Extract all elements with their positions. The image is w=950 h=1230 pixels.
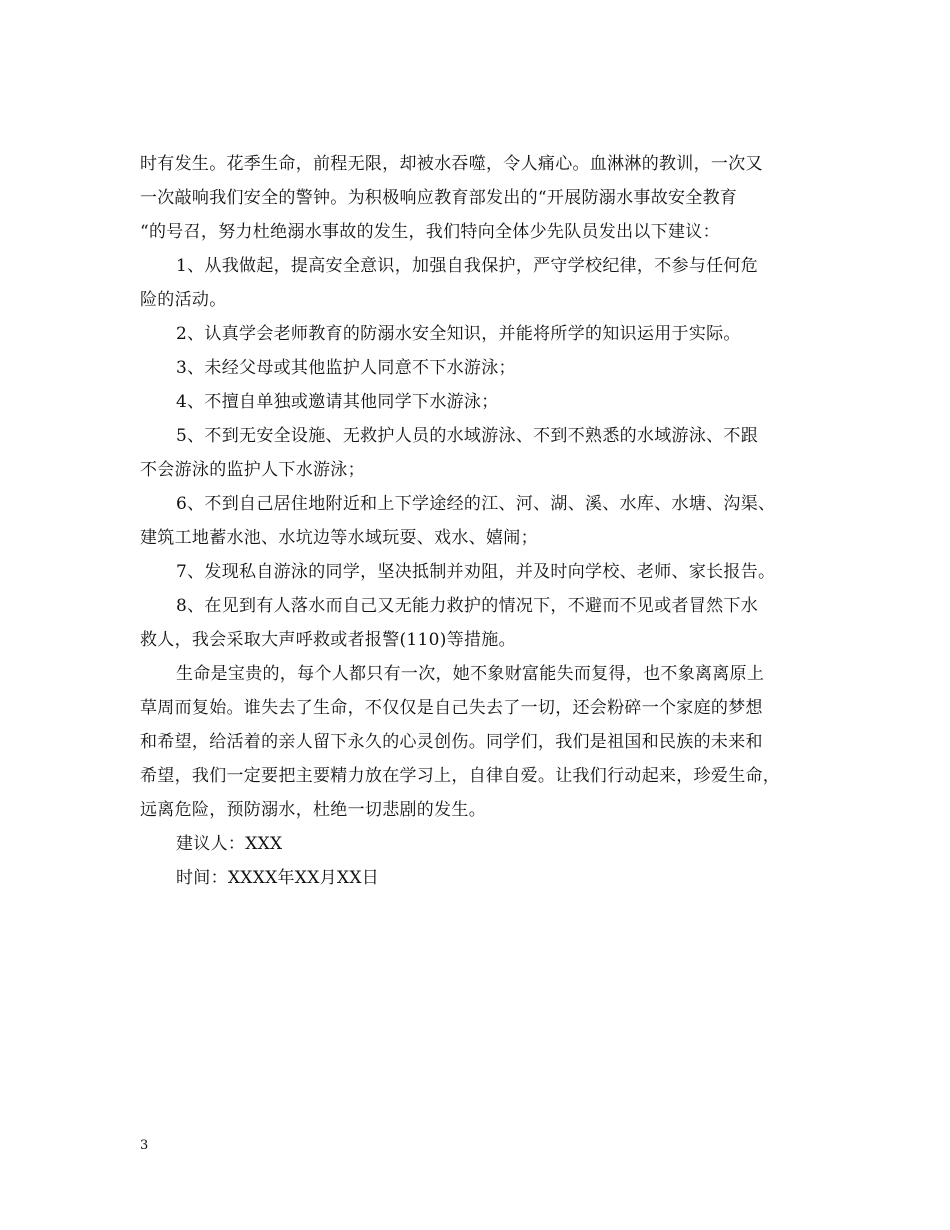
text-line: 希望，我们一定要把主要精力放在学习上，自律自爱。让我们行动起来，珍爱生命， bbox=[140, 766, 781, 786]
suggestion-2-line: 2、认真学会老师教育的防溺水安全知识，并能将所学的知识运用于实际。 bbox=[176, 324, 741, 344]
text-line: 救人，我会采取大声呼救或者报警(110)等措施。 bbox=[140, 630, 516, 650]
date-line: 时间：XXXX年XX月XX日 bbox=[176, 868, 380, 888]
suggestion-6-line: 6、不到自己居住地附近和上下学途经的江、河、湖、溪、水库、水塘、沟渠、 bbox=[176, 494, 776, 514]
text-line: 草周而复始。谁失去了生命，不仅仅是自己失去了一切，还会粉碎一个家庭的梦想 bbox=[140, 698, 763, 718]
text-line: 时有发生。花季生命，前程无限，却被水吞噬，令人痛心。血淋淋的教训，一次又 bbox=[140, 154, 763, 174]
suggestion-1-line: 1、从我做起，提高安全意识，加强自我保护，严守学校纪律，不参与任何危 bbox=[176, 256, 759, 276]
suggestion-4-line: 4、不擅自单独或邀请其他同学下水游泳； bbox=[176, 392, 499, 412]
page-number: 3 bbox=[140, 1138, 149, 1153]
document-body bbox=[140, 147, 830, 895]
suggestion-8-line: 8、在见到有人落水而自己又无能力救护的情况下，不避而不见或者冒然下水 bbox=[176, 596, 759, 616]
text-line: 远离危险，预防溺水，杜绝一切悲剧的发生。 bbox=[140, 800, 486, 820]
suggestion-5-line: 5、不到无安全设施、无救护人员的水域游泳、不到不熟悉的水域游泳、不跟 bbox=[176, 426, 759, 446]
text-line: 建筑工地蓄水池、水坑边等水域玩耍、戏水、嬉闹； bbox=[140, 528, 538, 548]
text-line: 一次敲响我们安全的警钟。为积极响应教育部发出的“开展防溺水事故安全教育 bbox=[140, 188, 738, 208]
text-line: 不会游泳的监护人下水游泳； bbox=[140, 460, 365, 480]
text-line: 和希望，给活着的亲人留下永久的心灵创伤。同学们，我们是祖国和民族的未来和 bbox=[140, 732, 763, 752]
text-line: 险的活动。 bbox=[140, 290, 227, 310]
suggestion-7-line: 7、发现私自游泳的同学，坚决抵制并劝阻，并及时向学校、老师、家长报告。 bbox=[176, 562, 776, 582]
text-line: “的号召，努力杜绝溺水事故的发生，我们特向全体少先队员发出以下建议： bbox=[140, 222, 720, 242]
closing-paragraph-line: 生命是宝贵的，每个人都只有一次，她不象财富能失而复得，也不象离离原上 bbox=[176, 664, 765, 684]
proposer-line: 建议人：XXX bbox=[176, 834, 283, 854]
suggestion-3-line: 3、未经父母或其他监护人同意不下水游泳； bbox=[176, 358, 516, 378]
